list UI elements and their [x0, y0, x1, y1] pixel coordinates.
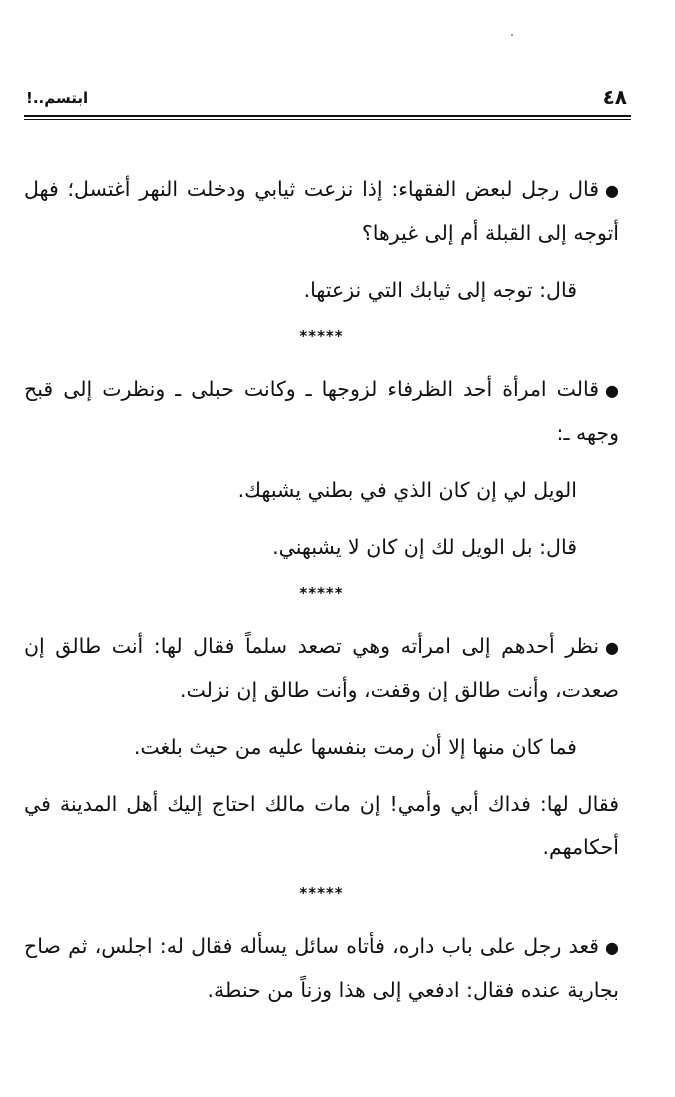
paragraph-6: [24, 625, 619, 712]
page-header: [22, 84, 631, 114]
paragraph-5: [24, 526, 619, 569]
section-separator: *****: [299, 884, 344, 902]
bullet-icon: ●: [605, 638, 619, 657]
paragraph-text: فما كان منها إلا أن رمت بنفسها عليه من حيث بلغت.: [133, 735, 577, 759]
paragraph-8: [24, 783, 619, 869]
section-separator: *****: [299, 327, 344, 345]
paragraph-9: [24, 925, 619, 1012]
header-rule-thick: [24, 115, 631, 117]
paragraph-3: [24, 368, 619, 455]
paragraph-4: [24, 469, 619, 512]
paragraph-text: نظر أحدهم إلى امرأته وهي تصعد سلماً فقال لها: أنت طالق إن صعدت، وأنت طالق إن وقفت، وأنت طالق إن نزلت.: [24, 634, 619, 702]
scan-speck: [511, 34, 513, 36]
bullet-icon: ●: [605, 181, 619, 200]
paragraph-text: قال رجل لبعض الفقهاء: إذا نزعت ثيابي ودخلت النهر أغتسل؛ فهل أتوجه إلى القبلة أم إلى غيرها؟: [24, 177, 619, 245]
paragraph-text: قالت امرأة أحد الظرفاء لزوجها ـ وكانت حبلى ـ ونظرت إلى قبح وجهه ـ:: [24, 377, 619, 445]
paragraph-7: [24, 726, 619, 769]
section-separator: *****: [299, 584, 344, 602]
paragraph-text: قعد رجل على باب داره، فأتاه سائل يسأله فقال له: اجلس، ثم صاح بجارية عنده فقال: ادفعي إلى هذا وزناً من حنطة.: [24, 934, 619, 1002]
paragraph-1: [24, 168, 619, 255]
page-number: ٤٨: [602, 85, 627, 109]
paragraph-text: قال: بل الويل لك إن كان لا يشبهني.: [272, 535, 577, 559]
paragraph-text: الويل لي إن كان الذي في بطني يشبهك.: [237, 478, 577, 502]
paragraph-text: قال: توجه إلى ثيابك التي نزعتها.: [303, 278, 577, 302]
page-body: [24, 168, 619, 1026]
header-rule-thin: [24, 119, 631, 120]
paragraph-2: [24, 269, 619, 312]
bullet-icon: ●: [605, 938, 619, 957]
paragraph-text: فقال لها: فداك أبي وأمي! إن مات مالك احتاج إليك أهل المدينة في أحكامهم.: [24, 792, 619, 859]
bullet-icon: ●: [605, 381, 619, 400]
running-title: ابتسم..!: [26, 89, 89, 107]
